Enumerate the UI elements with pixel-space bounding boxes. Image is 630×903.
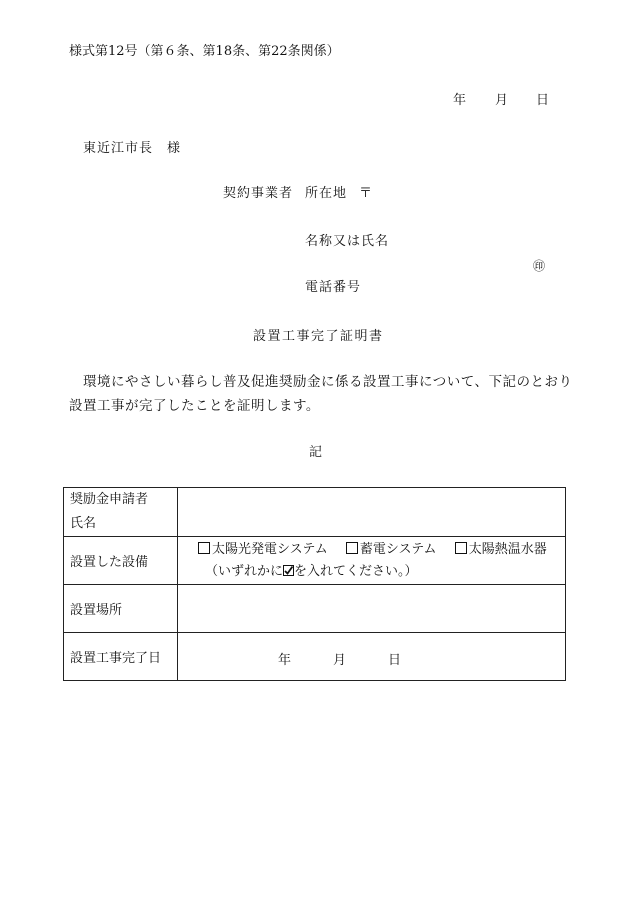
date-month: 月 (495, 93, 509, 108)
completion-date-label: 設置工事完了日 (64, 633, 178, 681)
table-row (64, 537, 566, 585)
completion-day: 日 (388, 653, 402, 668)
option-solar-water[interactable] (455, 542, 547, 557)
certificate-table (63, 487, 566, 681)
applicant-name-label (64, 488, 178, 537)
body-line-2: 設置工事が完了したことを証明します。 (69, 398, 320, 414)
table-row (64, 633, 566, 681)
applicant-label-line2: 氏名 (70, 516, 97, 531)
note-suffix: を入れてください。） (294, 563, 418, 579)
phone-label: 電話番号 (305, 280, 362, 295)
option-storage-label: 蓄電システム (359, 541, 437, 557)
checkbox-solar-pv[interactable] (198, 542, 210, 554)
option-solar-pv-label: 太陽光発電システム (212, 541, 328, 557)
form-number: 様式第12号（第６条、第18条、第22条関係） (69, 44, 340, 59)
address-label: 所在地 (305, 186, 348, 201)
note-prefix: （いずれかに (205, 563, 284, 579)
ki-heading: 記 (309, 445, 323, 460)
checkbox-storage[interactable] (346, 542, 358, 554)
table-row (64, 585, 566, 633)
completion-date-field[interactable] (178, 633, 566, 681)
seal-mark: ㊞ (533, 259, 546, 273)
checkbox-solar-water[interactable] (455, 542, 467, 554)
body-line-1: 環境にやさしい暮らし普及促進奨励金に係る設置工事について、下記のとおり (83, 374, 573, 390)
completion-month: 月 (333, 653, 347, 668)
contractor-role: 契約事業者 (223, 186, 294, 201)
location-field[interactable] (178, 585, 566, 633)
checked-box-icon (283, 565, 294, 576)
option-solar-pv[interactable] (198, 542, 328, 557)
applicant-label-line1: 奨励金申請者 (70, 492, 149, 507)
table-row (64, 488, 566, 537)
completion-year: 年 (278, 653, 292, 668)
equipment-note (178, 561, 565, 583)
location-label: 設置場所 (64, 585, 178, 633)
addressee: 東近江市長 様 (83, 141, 182, 156)
option-storage[interactable] (346, 542, 437, 557)
date-year: 年 (453, 93, 467, 108)
name-label: 名称又は氏名 (305, 234, 390, 249)
document-title: 設置工事完了証明書 (253, 329, 384, 344)
equipment-label: 設置した設備 (64, 537, 178, 585)
date-day: 日 (536, 93, 550, 108)
postal-mark: 〒 (359, 186, 373, 201)
equipment-options (178, 537, 566, 585)
applicant-name-field[interactable] (178, 488, 566, 537)
option-solar-water-label: 太陽熱温水器 (468, 541, 547, 557)
